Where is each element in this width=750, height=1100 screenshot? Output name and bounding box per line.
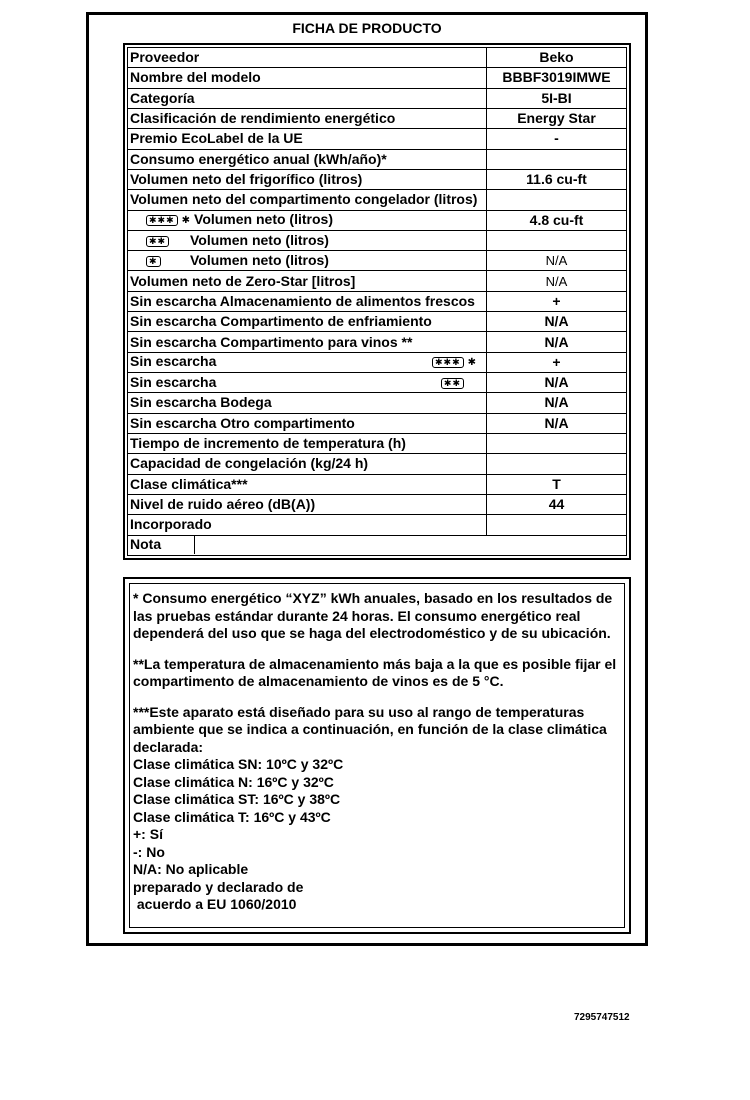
- row-value: [487, 515, 627, 535]
- table-row: [128, 230, 627, 250]
- table-row: [128, 474, 627, 494]
- row-label-with-icon: [128, 352, 487, 372]
- legend-line: N/A: No aplicable: [133, 861, 249, 877]
- climate-line: Clase climática SN: 10ºC y 32ºC: [133, 756, 344, 772]
- row-label: Sin escarcha Otro compartimento: [128, 413, 487, 433]
- row-value: N/A: [487, 271, 627, 291]
- row-label: Volumen neto (litros): [190, 252, 329, 269]
- row-value: +: [487, 291, 627, 311]
- row-label: Volumen neto de Zero-Star [litros]: [128, 271, 487, 291]
- row-label: Tiempo de incremento de temperatura (h): [128, 433, 487, 453]
- document-code: 7295747512: [574, 1012, 630, 1023]
- row-value: N/A: [487, 251, 627, 271]
- climate-line: Clase climática T: 16ºC y 43ºC: [133, 808, 331, 825]
- row-value: BBBF3019IMWE: [487, 68, 627, 88]
- row-value: +: [487, 352, 627, 372]
- row-label: Nota: [128, 536, 195, 554]
- row-value: N/A: [487, 312, 627, 332]
- row-value: 5I-BI: [487, 88, 627, 108]
- row-label: Incorporado: [128, 515, 487, 535]
- table-row: [128, 48, 627, 68]
- table-row: [128, 129, 627, 149]
- row-label: Volumen neto (litros): [194, 211, 333, 228]
- row-label: Clasificación de rendimiento energético: [128, 108, 487, 128]
- row-label-with-icon: [128, 210, 487, 230]
- table-row: [128, 433, 627, 453]
- row-label-with-icon: [128, 373, 487, 393]
- table-row: [128, 251, 627, 271]
- table-row: [128, 312, 627, 332]
- table-row: [128, 271, 627, 291]
- legend-line: preparado y declarado de: [133, 878, 304, 895]
- legend-line: +: Sí: [133, 826, 163, 842]
- row-value: 11.6 cu-ft: [487, 169, 627, 189]
- row-label: Nivel de ruido aéreo (dB(A)): [128, 494, 487, 514]
- row-label: Proveedor: [128, 48, 487, 68]
- table-row: [128, 149, 627, 169]
- table-row: [128, 332, 627, 352]
- two-star-icon: ✱✱: [146, 236, 169, 247]
- row-label: Clase climática***: [128, 474, 487, 494]
- legend-line: acuerdo a EU 1060/2010: [133, 896, 297, 912]
- table-row: [128, 68, 627, 88]
- row-label: Premio EcoLabel de la UE: [128, 129, 487, 149]
- row-value: [487, 454, 627, 474]
- row-value: [487, 433, 627, 453]
- row-label: Volumen neto del frigorífico (litros): [128, 169, 487, 189]
- notes-box: [123, 577, 631, 934]
- table-row: [128, 291, 627, 311]
- climate-line: Clase climática N: 16ºC y 32ºC: [133, 773, 334, 790]
- row-value: N/A: [487, 332, 627, 352]
- row-label: Capacidad de congelación (kg/24 h): [128, 454, 487, 474]
- table-row: [128, 494, 627, 514]
- table-row: [128, 88, 627, 108]
- table-row: [128, 169, 627, 189]
- table-row: [128, 373, 627, 393]
- row-value: N/A: [487, 393, 627, 413]
- climate-line: Clase climática ST: 16ºC y 38ºC: [133, 791, 341, 807]
- row-value: N/A: [487, 413, 627, 433]
- table-row: [128, 190, 627, 210]
- row-label: Sin escarcha: [130, 374, 217, 391]
- notes-content: [129, 583, 625, 928]
- row-value: T: [487, 474, 627, 494]
- three-star-icon: ✱✱✱: [432, 357, 464, 368]
- table-row: [128, 210, 627, 230]
- row-value: [487, 230, 627, 250]
- two-star-icon: ✱✱: [441, 378, 464, 389]
- legend-line: -: No: [133, 843, 165, 860]
- row-value: 4.8 cu-ft: [487, 210, 627, 230]
- row-value: [487, 149, 627, 169]
- table-row: [128, 352, 627, 372]
- table-row: [128, 454, 627, 474]
- row-label-with-icon: [128, 251, 487, 271]
- table-row: [128, 108, 627, 128]
- note-wine-temp: **La temperatura de almacenamiento más baja a la que es posible fijar el compartimento de almacenamiento de vinos es de 5 °C.: [133, 655, 617, 689]
- row-value: -: [487, 129, 627, 149]
- row-label: Volumen neto del compartimento congelador (litros): [128, 190, 487, 210]
- row-value: Energy Star: [487, 108, 627, 128]
- spec-table-box: [123, 43, 631, 560]
- spec-table: [127, 47, 627, 556]
- row-label-with-icon: [128, 230, 487, 250]
- row-label: Sin escarcha Bodega: [128, 393, 487, 413]
- row-label: Sin escarcha: [130, 353, 217, 370]
- star-icon: ✱: [467, 357, 476, 369]
- table-row-nota: [128, 535, 627, 556]
- row-value: N/A: [487, 373, 627, 393]
- table-row: [128, 393, 627, 413]
- row-label: Consumo energético anual (kWh/año)*: [128, 149, 487, 169]
- row-label: Sin escarcha Almacenamiento de alimentos frescos: [128, 291, 487, 311]
- row-label: Sin escarcha Compartimento para vinos **: [128, 332, 487, 352]
- star-icon: ✱: [181, 215, 191, 227]
- row-label: Volumen neto (litros): [190, 231, 329, 248]
- row-label: Sin escarcha Compartimento de enfriamiento: [128, 312, 487, 332]
- row-value: [195, 536, 626, 554]
- table-row: [128, 413, 627, 433]
- row-value: Beko: [487, 48, 627, 68]
- page-title: FICHA DE PRODUCTO: [292, 20, 442, 36]
- row-label: Nombre del modelo: [128, 68, 487, 88]
- table-row: [128, 515, 627, 535]
- product-sheet-frame: [86, 12, 648, 946]
- row-value: [487, 190, 627, 210]
- note-energy: * Consumo energético “XYZ” kWh anuales, basado en los resultados de las pruebas estándar durante 24 horas. El consumo energético real dependerá del uso que se haga del electrodoméstico y de su ubicación.: [133, 590, 613, 641]
- row-label: Categoría: [128, 88, 487, 108]
- row-value: 44: [487, 494, 627, 514]
- three-star-icon: ✱✱✱: [146, 215, 178, 226]
- note-climate: ***Este aparato está diseñado para su uso al rango de temperaturas ambiente que se indica a continuación, en función de la clase climática declarada:: [133, 703, 607, 755]
- one-star-icon: ✱: [146, 256, 161, 267]
